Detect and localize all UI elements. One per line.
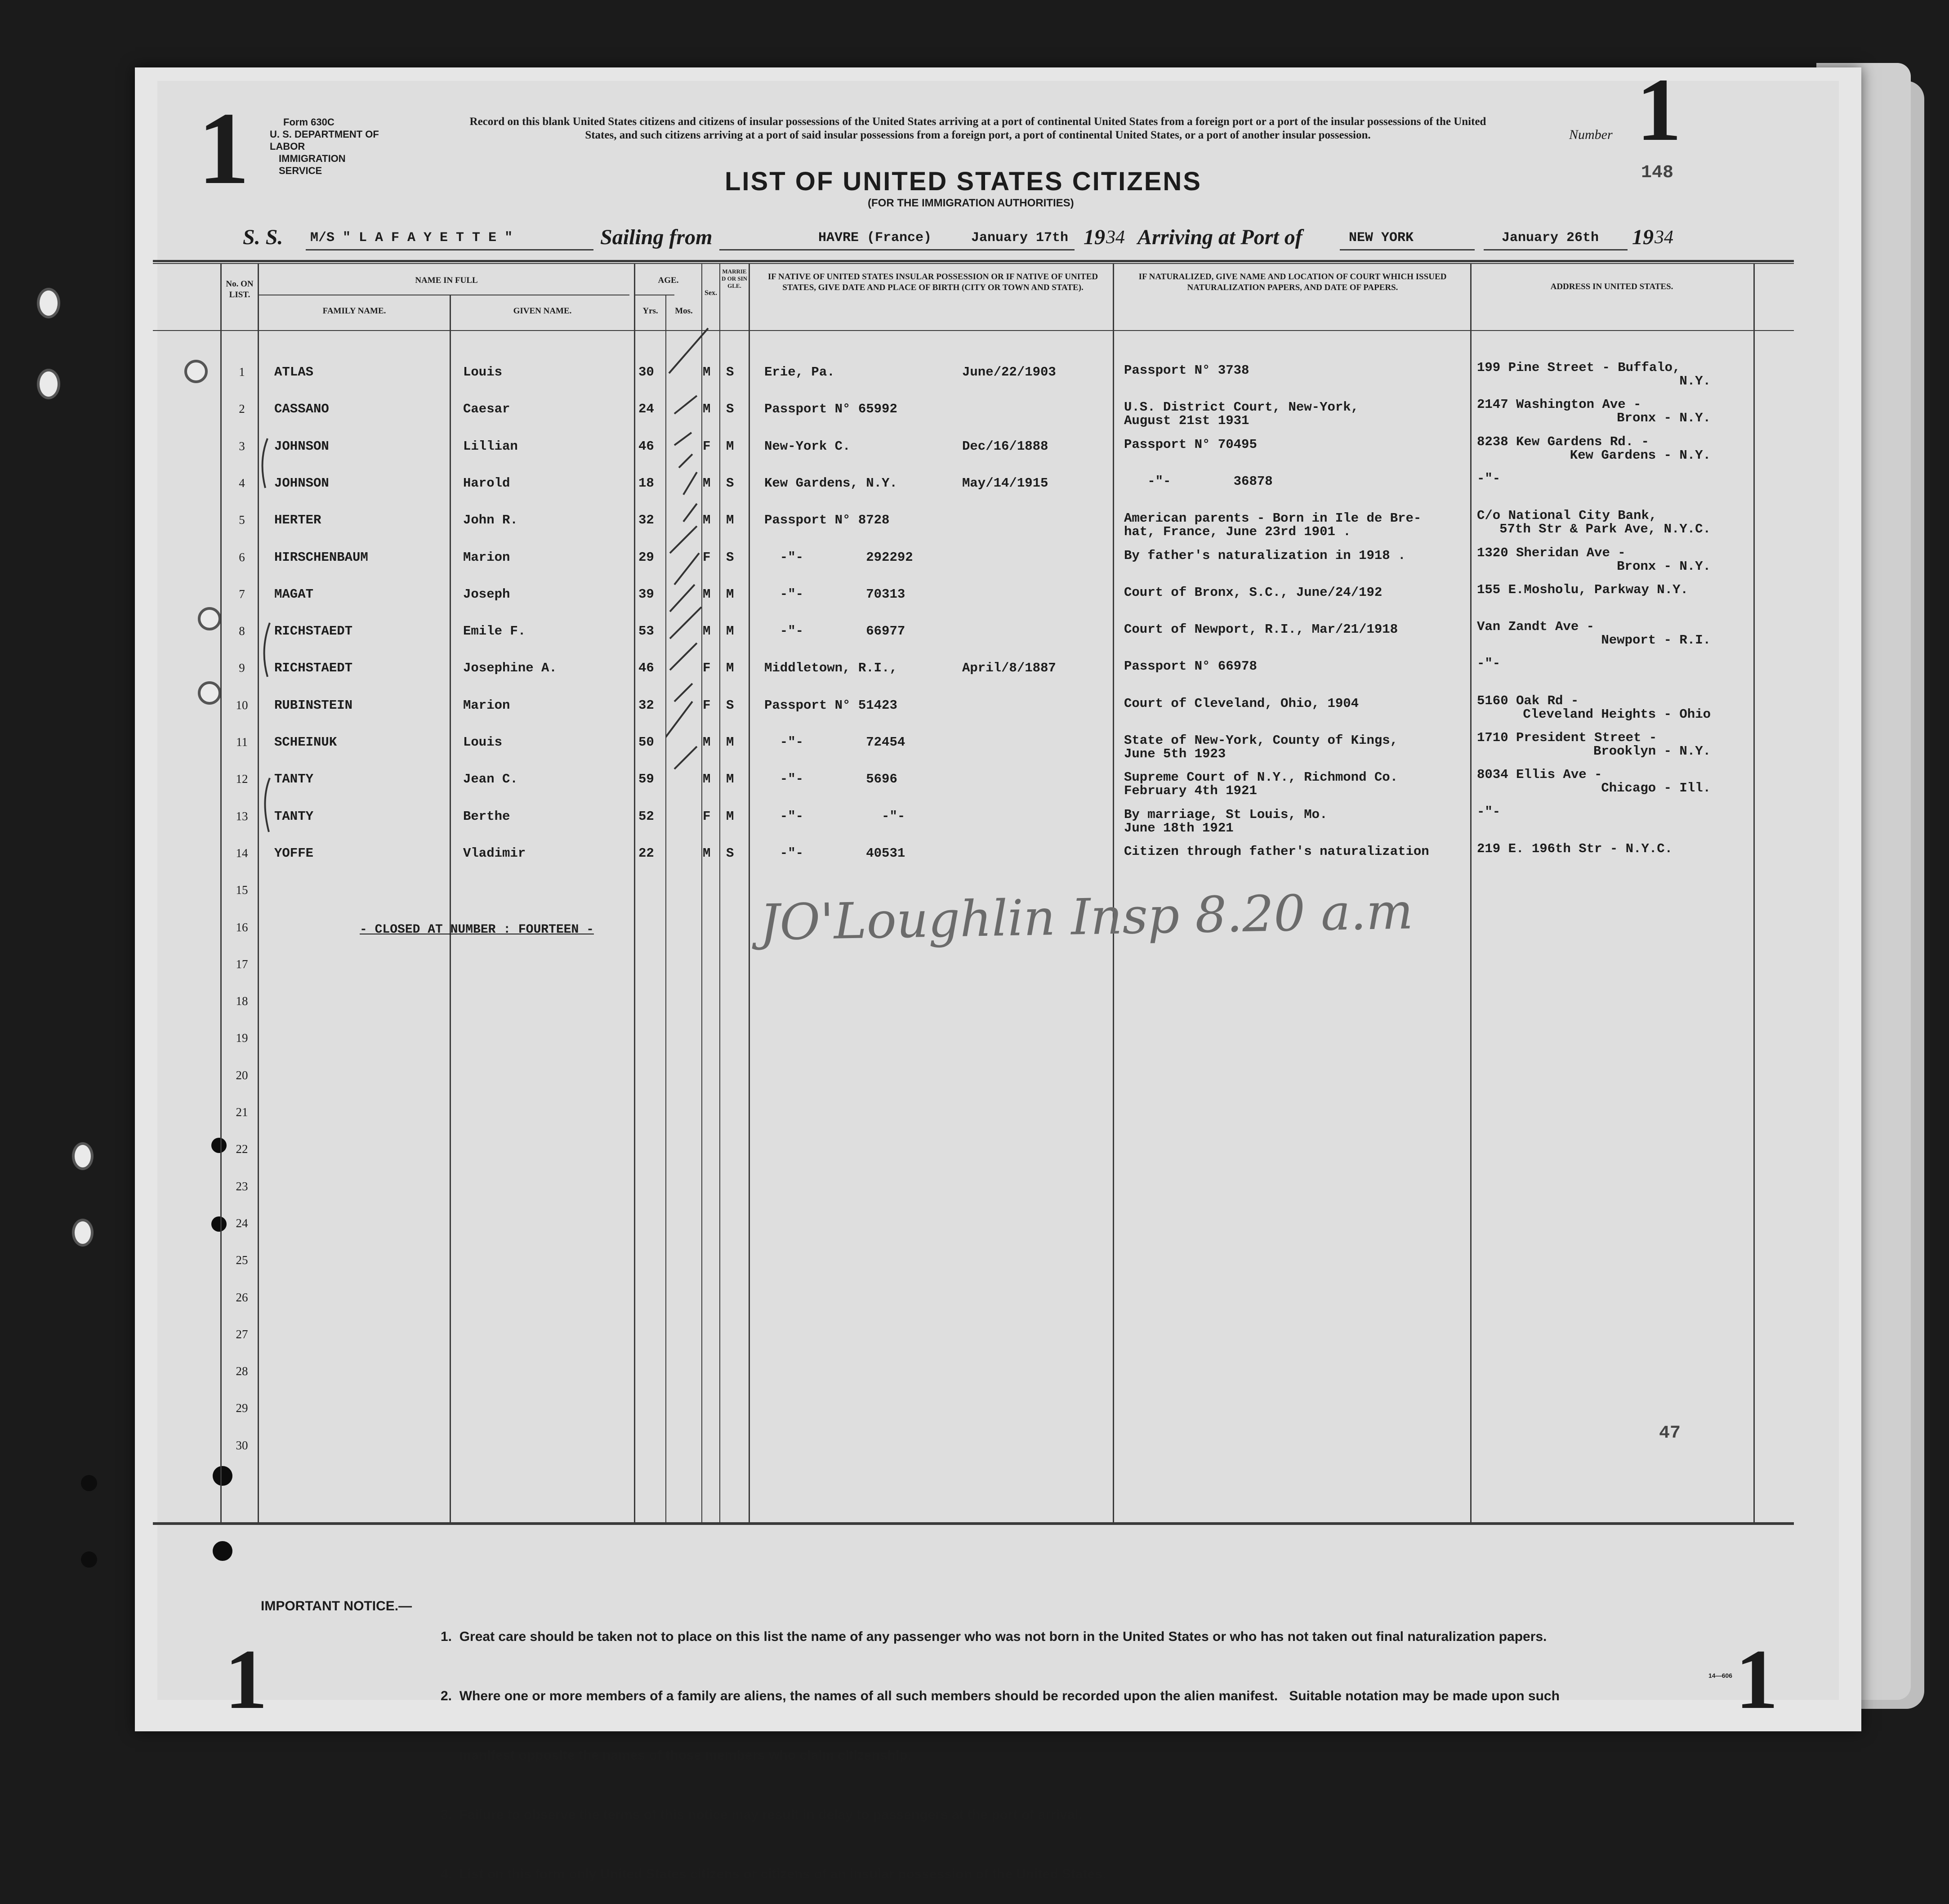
naturalization-line1: By father's naturalization in 1918 . [1124,548,1406,563]
naturalization-line2: August 21st 1931 [1124,413,1249,429]
naturalization-line2: February 4th 1921 [1124,783,1257,799]
row-number: 10 [236,698,248,712]
birth-place: -"- -"- [764,809,905,824]
page-title: LIST OF UNITED STATES CITIZENS [725,167,1202,196]
age-years: 53 [638,624,654,639]
naturalization-line1: Court of Bronx, S.C., June/24/192 [1124,585,1383,600]
naturalization-line2: hat, France, June 23rd 1901 . [1124,524,1351,540]
binder-ring [72,1219,94,1247]
family-name: SCHEINUK [274,735,337,750]
notice-item: 3. Failure to observe the terms of this notice may result in delay to passengers at the port of arrival. [441,1807,1083,1822]
footer-code: 14—606 [1708,1672,1732,1679]
header-married-single: MARRIED OR SINGLE. [721,268,748,289]
form-id: Form 630C [283,116,334,128]
birth-place: Passport N° 51423 [764,697,897,713]
sex: F [703,438,711,454]
notice-item: 2. Where one or more members of a family are aliens, the names of all such members should be recorded upon the alien manifest. Suitable notation may be made upon such [441,1689,1560,1703]
given-name: Harold [463,475,510,491]
naturalization-line1: -"- 36878 [1124,474,1273,489]
address-line1: C/o National City Bank, [1477,508,1657,523]
row-number: 9 [239,661,245,675]
row-number: 8 [239,624,245,638]
family-name: TANTY [274,809,314,824]
punch-hole [81,1475,97,1491]
address-line1: 219 E. 196th Str - N.Y.C. [1477,841,1673,856]
sex: M [703,402,711,417]
address-line1: -"- [1477,804,1501,819]
family-brackets [256,436,279,841]
row-number: 22 [236,1142,248,1156]
department: U. S. DEPARTMENT OF LABOR [270,129,379,152]
binder-ring [198,681,221,705]
given-name: Berthe [463,809,510,824]
given-name: Louis [463,365,503,380]
notice-item: 1. Great care should be taken not to place on this list the name of any passenger who was not born in the United States or who has not taken out final naturalization papers. [441,1629,1547,1644]
given-name: Joseph [463,586,510,602]
family-name: RUBINSTEIN [274,697,353,713]
binder-ring [72,1142,94,1170]
address-line1: -"- [1477,471,1501,486]
family-name: HIRSCHENBAUM [274,550,368,565]
birth-place: -"- 70313 [764,586,905,602]
address-line2: 57th Str & Park Ave, N.Y.C. [1499,522,1711,537]
header-family-name: FAMILY NAME. [322,306,386,316]
birth-place: -"- 72454 [764,735,905,750]
birth-place: Kew Gardens, N.Y. [764,475,897,491]
family-name: CASSANO [274,402,329,417]
row-number: 12 [236,772,248,786]
birth-date: April/8/1887 [962,661,1056,676]
address-line1: 1710 President Street - [1477,730,1657,745]
birth-date: June/22/1903 [962,365,1056,380]
address-line1: 2147 Washington Ave - [1477,397,1641,412]
binder-ring [37,369,60,399]
footer-number-right: 1 [1735,1632,1778,1727]
row-number: 3 [239,439,245,453]
address-line2: Bronx - N.Y. [1617,411,1711,426]
marital-status: M [726,735,734,750]
age-years: 46 [638,661,654,676]
to-port: NEW YORK [1349,230,1414,246]
arrive-year-prefix: 19 [1632,225,1654,249]
family-name: TANTY [274,772,314,787]
from-port: HAVRE (France) [818,230,932,246]
given-name: John R. [463,513,518,528]
age-years: 22 [638,845,654,861]
marital-status: S [726,365,734,380]
given-name: Josephine A. [463,661,557,676]
birth-date: Dec/16/1888 [962,438,1048,454]
notice-item: 4. List on this form only United States citizens or citizens of an insular possession of the United States. [441,1867,1106,1882]
row-number: 1 [239,365,245,379]
sex: M [703,845,711,861]
sex: M [703,624,711,639]
age-years: 46 [638,438,654,454]
tally-marks [665,315,733,863]
header-sex: Sex. [705,289,717,297]
marital-status: S [726,697,734,713]
naturalization-line2: June 5th 1923 [1124,746,1226,761]
service: IMMIGRATION SERVICE [279,153,346,176]
row-number: 6 [239,550,245,564]
header-address: ADDRESS IN UNITED STATES. [1550,282,1673,291]
age-years: 39 [638,586,654,602]
family-name: ATLAS [274,365,314,380]
binder-ring [184,360,208,383]
address-line1: 1320 Sheridan Ave - [1477,545,1626,560]
punch-hole [211,1216,227,1232]
notice-items [441,1587,1560,1904]
row-number: 23 [236,1179,248,1193]
address-line1: Van Zandt Ave - [1477,619,1595,635]
punch-hole [81,1551,97,1568]
row-number: 5 [239,513,245,527]
sailing-label: Sailing from [600,225,713,249]
sex: M [703,772,711,787]
birth-place: -"- 292292 [764,550,913,565]
marital-status: M [726,772,734,787]
arriving-label: Arriving at Port of [1137,225,1302,249]
family-name: MAGAT [274,586,314,602]
row-number: 26 [236,1290,248,1304]
sail-date: January 17th [971,230,1069,246]
naturalization-line1: Citizen through father's naturalization [1124,844,1429,859]
address-line1: 5160 Oak Rd - [1477,693,1579,708]
birth-place: -"- 40531 [764,845,905,861]
header-yrs: Yrs. [642,306,658,316]
punch-hole [213,1541,232,1561]
address-line2: Kew Gardens - N.Y. [1570,447,1711,463]
row-number: 17 [236,957,248,971]
row-number: 29 [236,1401,248,1415]
sex: M [703,475,711,491]
address-line2: Brooklyn - N.Y. [1593,744,1711,759]
address-line1: 8034 Ellis Ave - [1477,767,1602,782]
row-number: 11 [236,735,248,749]
page-count: 47 [1659,1423,1681,1444]
age-years: 30 [638,365,654,380]
family-name: YOFFE [274,845,314,861]
naturalization-line1: Passport N° 70495 [1124,437,1257,452]
sex: M [703,735,711,750]
given-name: Marion [463,550,510,565]
sex: M [703,365,711,380]
sail-year-prefix: 19 [1084,225,1105,249]
given-name: Marion [463,697,510,713]
sex: M [703,586,711,602]
row-number: 30 [236,1438,248,1452]
address-line1: 155 E.Mosholu, Parkway N.Y. [1477,582,1688,597]
punch-hole [213,1466,232,1486]
record-instructions: Record on this blank United States citizens and citizens of insular possessions of the United States arriving at a port of continental United States from a foreign port or a port of the insular possessions of the United States, and such citizens arriving at a port of said insular possessions from a foreign port, a port of continental United States, or a port of another insular possession. [469,116,1486,141]
sex: M [703,513,711,528]
binder-ring [37,288,60,318]
age-years: 32 [638,513,654,528]
ship-name: M/S " L A F A Y E T T E " [310,230,513,246]
age-years: 32 [638,697,654,713]
sheet-number-left: 1 [198,91,250,206]
address-line1: 199 Pine Street - Buffalo, [1477,360,1681,375]
naturalization-line2: June 18th 1921 [1124,820,1234,836]
header-age: AGE. [658,276,679,285]
naturalization-line1: State of New-York, County of Kings, [1124,733,1398,748]
header-naturalized: IF NATURALIZED, GIVE NAME AND LOCATION OF COURT WHICH ISSUED NATURALIZATION PAPERS, AND DATE OF PAPERS. [1138,272,1447,292]
age-years: 24 [638,402,654,417]
marital-status: M [726,624,734,639]
marital-status: M [726,809,734,824]
birth-place: -"- 66977 [764,624,905,639]
address-line2: Cleveland Heights - Ohio [1523,706,1711,722]
age-years: 18 [638,475,654,491]
row-number: 28 [236,1364,248,1378]
given-name: Emile F. [463,624,526,639]
header-given-name: GIVEN NAME. [513,306,572,316]
punch-hole [211,1138,227,1153]
header-name-in-full: NAME IN FULL [415,276,478,285]
row-number: 18 [236,994,248,1008]
family-name: HERTER [274,513,321,528]
given-name: Jean C. [463,772,518,787]
address-line2: N.Y. [1679,374,1711,389]
naturalization-line1: Court of Newport, R.I., Mar/21/1918 [1124,622,1398,637]
marital-status: S [726,475,734,491]
address-line2: Newport - R.I. [1601,633,1711,648]
age-years: 50 [638,735,654,750]
notice-item: manifest opposite the names of those members who claim citizenship. [441,1748,911,1763]
row-number: 7 [239,587,245,601]
given-name: Vladimir [463,845,526,861]
header-no-on-list: No. ON LIST. [226,279,254,299]
naturalization-line1: Passport N° 3738 [1124,363,1249,378]
address-line2: Bronx - N.Y. [1617,559,1711,574]
row-number: 24 [236,1216,248,1230]
row-number: 2 [239,402,245,416]
family-name: RICHSTAEDT [274,624,353,639]
age-years: 52 [638,809,654,824]
marital-status: M [726,586,734,602]
header-birth: IF NATIVE OF UNITED STATES INSULAR POSSESSION OR IF NATIVE OF UNITED STATES, GIVE DATE AND PLACE OF BIRTH (CITY OR TOWN AND STATE). [767,272,1098,292]
naturalization-line1: By marriage, St Louis, Mo. [1124,807,1328,822]
row-number: 27 [236,1327,248,1341]
closed-note: - CLOSED AT NUMBER : FOURTEEN - [360,923,594,937]
row-number: 13 [236,809,248,823]
family-name: JOHNSON [274,438,329,454]
marital-status: S [726,550,734,565]
form-info [270,116,387,177]
naturalization-line1: U.S. District Court, New-York, [1124,400,1359,415]
family-name: JOHNSON [274,475,329,491]
row-number: 21 [236,1105,248,1119]
number-value: 1 [1637,60,1681,160]
sex: F [703,661,711,676]
marital-status: S [726,402,734,417]
naturalization-line1: American parents - Born in Ile de Bre- [1124,511,1422,526]
row-number: 15 [236,883,248,897]
age-years: 59 [638,772,654,787]
binder-ring [198,607,221,630]
given-name: Louis [463,735,503,750]
birth-place: Passport N° 65992 [764,402,897,417]
row-number: 20 [236,1068,248,1082]
marital-status: M [726,661,734,676]
sex: F [703,697,711,713]
birth-place: New-York C. [764,438,851,454]
sex: F [703,550,711,565]
notice-label: IMPORTANT NOTICE.— [261,1599,412,1613]
given-name: Lillian [463,438,518,454]
age-years: 29 [638,550,654,565]
birth-place: Middletown, R.I., [764,661,897,676]
naturalization-line1: Passport N° 66978 [1124,659,1257,674]
birth-date: May/14/1915 [962,475,1048,491]
row-number: 4 [239,476,245,490]
address-line2: Chicago - Ill. [1601,781,1711,796]
sail-year: 34 [1106,227,1125,248]
row-number: 14 [236,846,248,860]
page-subtitle: (FOR THE IMMIGRATION AUTHORITIES) [868,197,1074,209]
arrive-year: 34 [1655,227,1673,248]
marital-status: M [726,513,734,528]
marital-status: M [726,438,734,454]
naturalization-line1: Court of Cleveland, Ohio, 1904 [1124,696,1359,711]
marital-status: S [726,845,734,861]
naturalization-line1: Supreme Court of N.Y., Richmond Co. [1124,770,1398,785]
inspector-signature: JO'Loughlin Insp 8.20 a.m [759,882,1414,952]
page-stamp: 148 [1641,163,1674,183]
birth-place: Erie, Pa. [764,365,835,380]
family-name: RICHSTAEDT [274,661,353,676]
given-name: Caesar [463,402,510,417]
number-label: Number [1569,127,1613,142]
birth-place: Passport N° 8728 [764,513,890,528]
address-line1: -"- [1477,656,1501,671]
footer-number-left: 1 [225,1632,268,1727]
row-number: 16 [236,920,248,934]
header-mos: Mos. [675,306,693,316]
row-number: 25 [236,1253,248,1267]
ss-label: S. S. [243,225,283,249]
birth-place: -"- 5696 [764,772,897,787]
voyage-line [243,225,1726,256]
row-number: 19 [236,1031,248,1045]
arrive-date: January 26th [1502,230,1599,246]
address-line1: 8238 Kew Gardens Rd. - [1477,434,1649,449]
sex: F [703,809,711,824]
